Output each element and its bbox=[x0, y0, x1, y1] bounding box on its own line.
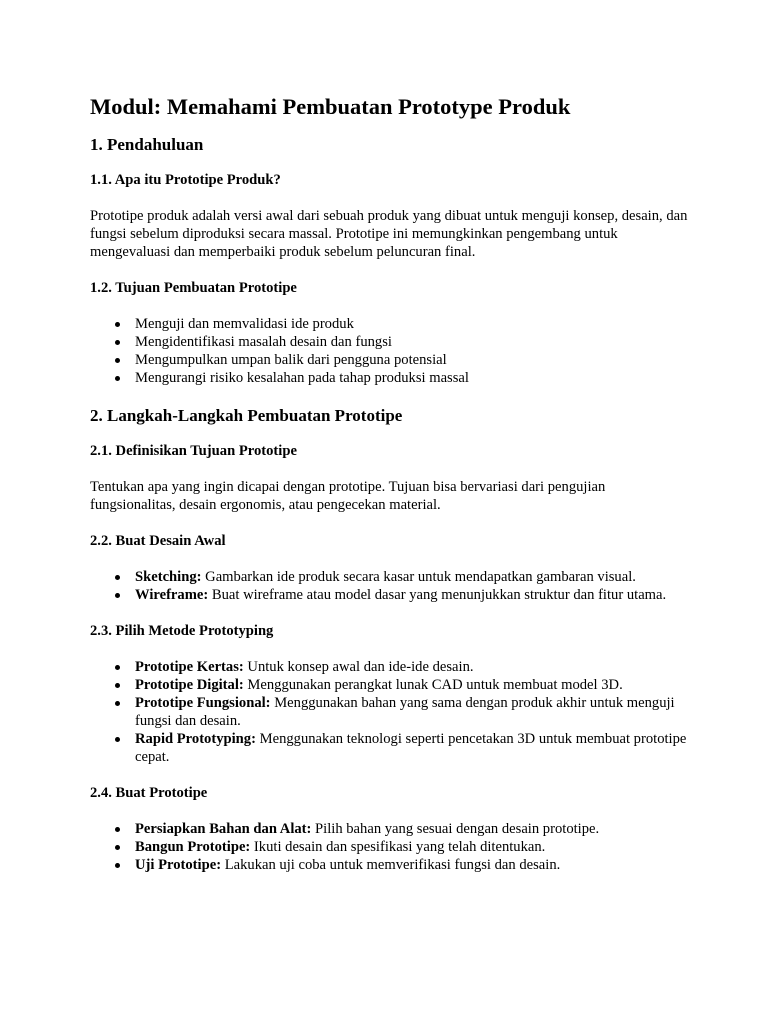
list-item bbox=[135, 694, 690, 730]
list-item-text: Lakukan uji coba untuk memverifikasi fungsi dan desain. bbox=[221, 857, 561, 873]
list-item: Mengurangi risiko kesalahan pada tahap produksi massal bbox=[135, 369, 690, 387]
list-item-term: Uji Prototipe: bbox=[135, 857, 222, 873]
list-item-term: Persiapkan Bahan dan Alat: bbox=[135, 821, 312, 837]
list-item-text: Menggunakan bahan yang sama dengan produk akhir untuk menguji fungsi dan desain. bbox=[135, 695, 675, 729]
list-tujuan bbox=[90, 315, 690, 387]
list-item: Mengidentifikasi masalah desain dan fungsi bbox=[135, 333, 690, 351]
section-heading-pendahuluan: 1. Pendahuluan bbox=[90, 135, 204, 154]
list-item-text: Menggunakan perangkat lunak CAD untuk membuat model 3D. bbox=[243, 677, 623, 693]
list-item bbox=[135, 820, 690, 838]
list-item-text: Pilih bahan yang sesuai dengan desain prototipe. bbox=[311, 821, 600, 837]
list-item-term: Prototipe Digital: bbox=[135, 677, 244, 693]
list-item-term: Sketching: bbox=[135, 569, 202, 585]
subsection-heading-1-2: 1.2. Tujuan Pembuatan Prototipe bbox=[90, 280, 297, 296]
list-item-term: Bangun Prototipe: bbox=[135, 839, 251, 855]
paragraph-2-1: Tentukan apa yang ingin dicapai dengan prototipe. Tujuan bisa bervariasi dari pengujian fungsionalitas, desain ergonomis, atau pengecekan material. bbox=[90, 479, 606, 513]
list-item bbox=[135, 586, 690, 604]
list-item bbox=[135, 730, 690, 766]
list-item bbox=[135, 676, 690, 694]
subsection-heading-2-4: 2.4. Buat Prototipe bbox=[90, 785, 208, 801]
list-item-text: Ikuti desain dan spesifikasi yang telah ditentukan. bbox=[250, 839, 546, 855]
list-item bbox=[135, 838, 690, 856]
subsection-heading-2-3: 2.3. Pilih Metode Prototyping bbox=[90, 623, 274, 639]
list-item-text: Untuk konsep awal dan ide-ide desain. bbox=[243, 659, 474, 675]
subsection-heading-2-2: 2.2. Buat Desain Awal bbox=[90, 533, 226, 549]
document-content bbox=[90, 93, 690, 892]
subsection-heading-2-1: 2.1. Definisikan Tujuan Prototipe bbox=[90, 443, 297, 459]
list-item-text: Gambarkan ide produk secara kasar untuk mendapatkan gambaran visual. bbox=[201, 569, 636, 585]
list-item bbox=[135, 658, 690, 676]
section-heading-langkah: 2. Langkah-Langkah Pembuatan Prototipe bbox=[90, 406, 403, 425]
list-item bbox=[135, 856, 690, 874]
list-item-text: Buat wireframe atau model dasar yang menunjukkan struktur dan fitur utama. bbox=[208, 587, 667, 603]
list-item: Menguji dan memvalidasi ide produk bbox=[135, 315, 690, 333]
list-metode-prototyping bbox=[90, 658, 690, 766]
list-item bbox=[135, 568, 690, 586]
list-item-term: Rapid Prototyping: bbox=[135, 731, 256, 747]
paragraph-1-1: Prototipe produk adalah versi awal dari sebuah produk yang dibuat untuk menguji konsep, desain, dan fungsi sebelum diproduksi secara massal. Prototipe ini memungkinkan pengembang untuk mengevaluasi dan memperbaiki produk sebelum peluncuran final. bbox=[90, 208, 688, 260]
list-item-text: Menggunakan teknologi seperti pencetakan 3D untuk membuat prototipe cepat. bbox=[135, 731, 687, 765]
list-item-term: Prototipe Kertas: bbox=[135, 659, 244, 675]
list-desain-awal bbox=[90, 568, 690, 604]
document-title: Modul: Memahami Pembuatan Prototype Produk bbox=[90, 94, 571, 119]
list-item: Mengumpulkan umpan balik dari pengguna potensial bbox=[135, 351, 690, 369]
subsection-heading-1-1: 1.1. Apa itu Prototipe Produk? bbox=[90, 172, 281, 188]
list-item-term: Prototipe Fungsional: bbox=[135, 695, 271, 711]
list-buat-prototipe bbox=[90, 820, 690, 874]
list-item-term: Wireframe: bbox=[135, 587, 209, 603]
